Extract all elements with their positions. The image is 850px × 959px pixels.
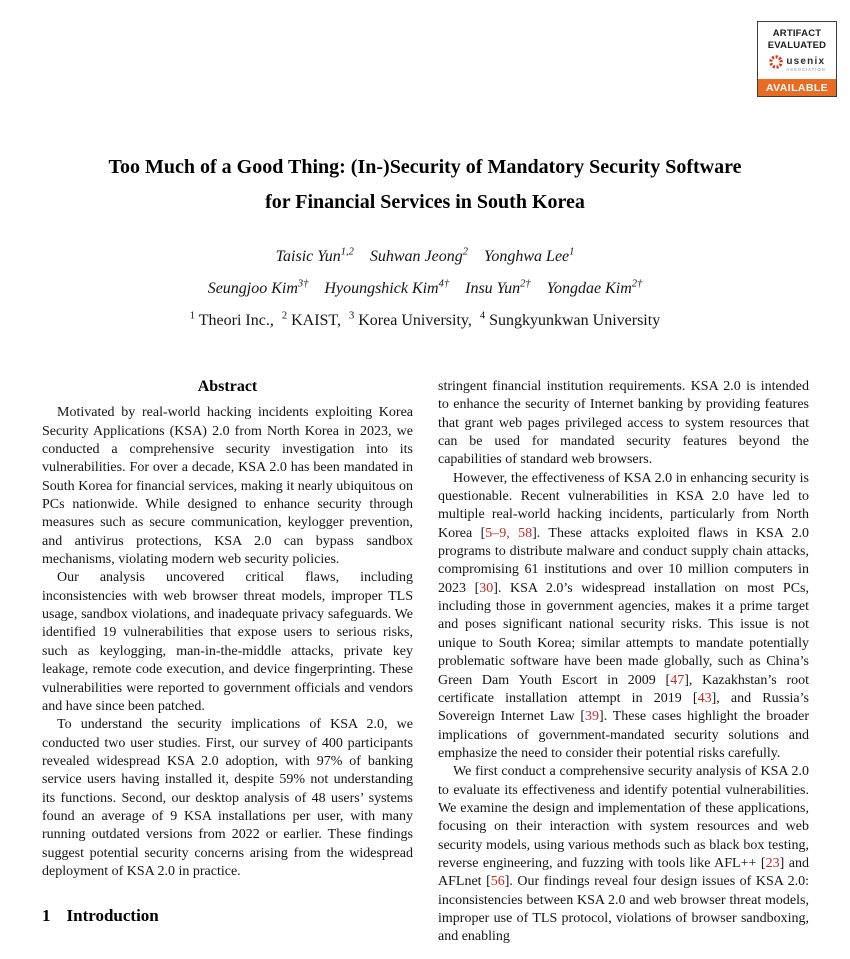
right-column <box>438 378 809 959</box>
citation[interactable]: 23 <box>765 855 780 871</box>
abstract-paragraph: Our analysis uncovered critical flaws, including inconsistencies with web browser threat models, improper TLS usage, sandbox violations, and inadequate privacy safeguards. We identified 19 vulnerabilities that expose users to serious risks, such as keylogging, man-in-the-middle attacks, private key leakage, remote code execution, and device fingerprinting. These vulnerabilities were reported to government officials and vendors and have since been patched. <box>42 570 413 714</box>
citation[interactable]: 5–9, 58 <box>485 525 533 541</box>
usenix-logo-icon <box>768 54 784 75</box>
badge-heading <box>768 28 826 51</box>
author-name: Taisic Yun$^{1,2}$ <box>275 247 354 266</box>
author-row <box>0 239 850 270</box>
paper-title <box>0 150 850 220</box>
artifact-evaluated-badge <box>757 21 837 97</box>
affiliations-line <box>0 311 850 330</box>
author-name: Seungjoo Kim$^{3\dagger}$ <box>207 278 309 297</box>
intro-paragraphs <box>438 378 809 947</box>
badge-line-evaluated: EVALUATED <box>767 39 827 51</box>
abstract-paragraph: Motivated by real-world hacking incidents exploiting Korea Security Applications (KSA) 2.0 from North Korea in 2023, we conducted a comprehensive security investigation into its vulnerabilities. For over a decade, KSA 2.0 has been mandated in South Korea for financial services, making it nearly ubiquitous on PCs nationwide. While designed to enhance security through measures such as secure communication, keylogger prevention, and antivirus protections, KSA 2.0 can bypass sandbox mechanisms, violating modern web security policies. <box>42 405 413 568</box>
body-paragraph: We first conduct a comprehensive security analysis of KSA 2.0 to evaluate its effectiveness and identify potential vulnerabilities. We examine the design and implementation of these applications, focusing on their interaction with system resources and web security models, using various methods such as black box testing, reverse engineering, and fuzzing with tools like AFL++ [23] and AFLnet [56]. Our findings reveal four design issues of KSA 2.0: inconsistencies between KSA 2.0 and web browser threat models, improper use of TLS protocol, violations of browser sandboxing, and enabling <box>438 764 809 945</box>
author-name: Suhwan Jeong$^2$ <box>369 247 468 266</box>
author-name: Yonghwa Lee$^1$ <box>483 247 575 266</box>
badge-available-banner: AVAILABLE <box>758 79 836 96</box>
author-row <box>0 270 850 301</box>
badge-line-artifact: ARTIFACT <box>772 28 822 39</box>
usenix-wordmark <box>786 57 825 73</box>
usenix-label: usenix <box>786 55 826 67</box>
citation[interactable]: 47 <box>670 672 685 688</box>
citation[interactable]: 43 <box>697 690 712 706</box>
author-rows <box>0 239 850 302</box>
abstract-heading: Abstract <box>197 378 258 395</box>
citation[interactable]: 30 <box>479 580 494 596</box>
left-column <box>42 378 413 959</box>
body-paragraph: stringent financial institution requirements. KSA 2.0 is intended to enhance the security of Internet banking by providing features that grant web pages privileged access to system resources that can be used for mandated security features beyond the capabilities of standard web browsers. <box>438 379 809 468</box>
abstract-paragraphs <box>42 404 413 881</box>
association-label: ASSOCIATION <box>786 67 826 73</box>
section-title: Introduction <box>66 906 159 926</box>
citation[interactable]: 56 <box>490 874 505 890</box>
affiliation: $^3$ Korea University, <box>349 311 472 330</box>
affiliation: $^1$ Theori Inc., <box>189 311 274 330</box>
section-number: 1 <box>42 906 51 926</box>
affiliation: $^4$ Sungkyunkwan University <box>479 311 661 330</box>
author-name: Hyoungshick Kim$^{4\dagger}$ <box>324 278 450 297</box>
citation[interactable]: 39 <box>585 709 600 725</box>
abstract-paragraph: To understand the security implications of KSA 2.0, we conducted two user studies. First, our survey of 400 participants revealed widespread KSA 2.0 adoption, with 97% of banking service users having installed it, despite 59% not understanding its functions. Second, our desktop analysis of 48 users’ systems found an average of 9 KSA installations per user, with many running outdated versions from 2022 or earlier. These findings suggest potential security concerns arising from the widespread deployment of KSA 2.0 in practice. <box>42 717 413 879</box>
usenix-logo <box>768 54 825 75</box>
paper-title-line2: for Financial Services in South Korea <box>265 191 585 213</box>
author-name: Insu Yun$^{2\dagger}$ <box>465 278 531 297</box>
section-heading-introduction <box>42 907 413 925</box>
affiliation: $^2$ KAIST, <box>281 311 341 330</box>
author-name: Yongdae Kim$^{2\dagger}$ <box>546 278 643 297</box>
body-paragraph: However, the effectiveness of KSA 2.0 in enhancing security is questionable. Recent vulnerabilities in KSA 2.0 have led to multiple real-world hacking incidents, particularly from North Korea [5–9, 58]. These attacks exploited flaws in KSA 2.0 programs to distribute malware and conduct supply chain attacks, compromising 61 institutions and over 10 million computers in 2023 [30]. KSA 2.0’s widespread installation on most PCs, including those in government agencies, makes it a prime target and poses significant national security risks. This issue is not unique to South Korea; similar attempts to mandate potentially problematic software have been made globally, such as China’s Green Dam Youth Escort in 2009 [47], Kazakhstan’s root certificate installation attempt in 2019 [43], and Russia’s Sovereign Internet Law [39]. These cases highlight the broader implications of government-mandated security solutions and emphasize the need to consider their potential risks carefully. <box>438 470 809 761</box>
paper-title-line1: Too Much of a Good Thing: (In-)Security of Mandatory Security Software <box>108 156 742 178</box>
